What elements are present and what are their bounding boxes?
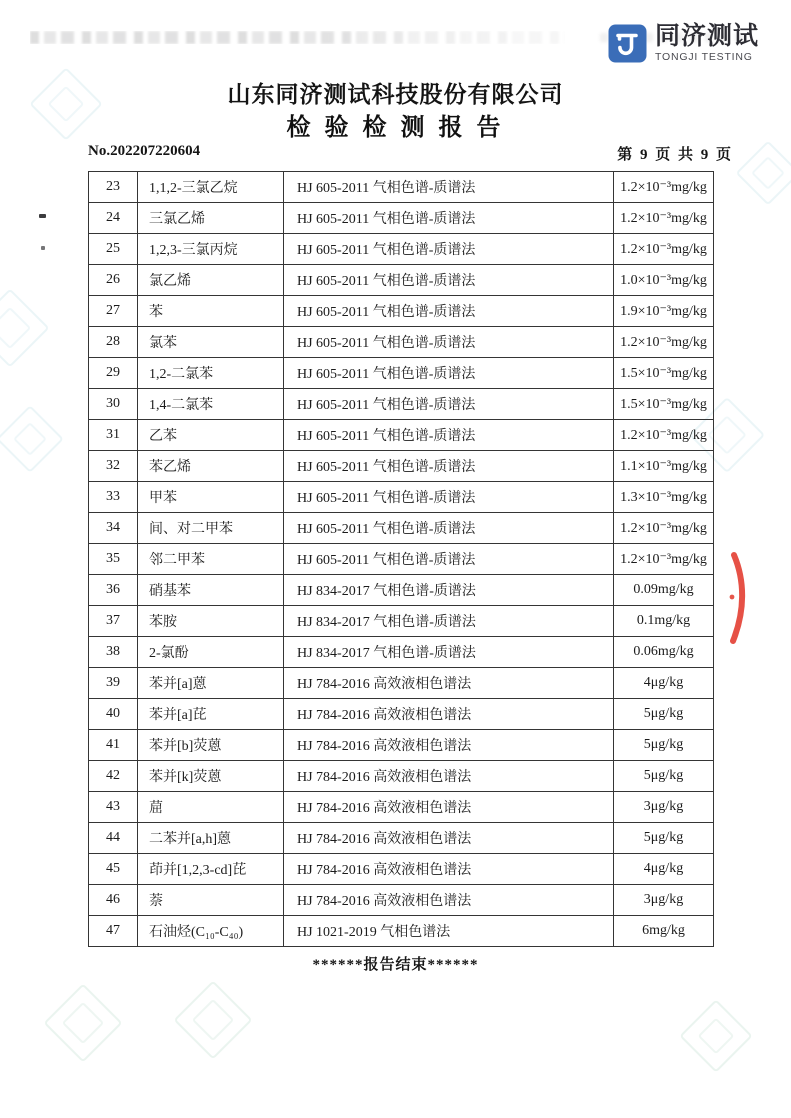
row-number: 23 <box>89 172 138 203</box>
method-standard: HJ 784-2016 高效液相色谱法 <box>284 761 614 792</box>
detection-limit: 1.9×10⁻³mg/kg <box>614 296 714 327</box>
row-number: 41 <box>89 730 138 761</box>
row-number: 37 <box>89 606 138 637</box>
detection-limit: 0.06mg/kg <box>614 637 714 668</box>
table-row <box>89 637 714 668</box>
item-name: 硝基苯 <box>138 575 284 606</box>
item-name: 苯乙烯 <box>138 451 284 482</box>
table-row <box>89 234 714 265</box>
table-row <box>89 823 714 854</box>
report-info-row <box>88 143 733 164</box>
row-number: 31 <box>89 420 138 451</box>
method-standard: HJ 834-2017 气相色谱-质谱法 <box>284 637 614 668</box>
logo-name-cn: 同济测试 <box>654 22 759 50</box>
row-number: 40 <box>89 699 138 730</box>
item-name: 1,1,2-三氯乙烷 <box>138 172 284 203</box>
detection-limit: 4μg/kg <box>614 854 714 885</box>
row-number: 39 <box>89 668 138 699</box>
company-name: 山东同济测试科技股份有限公司 <box>227 82 564 107</box>
item-name: 苯并[a]芘 <box>138 699 284 730</box>
test-results-table <box>88 171 714 947</box>
method-standard: HJ 605-2011 气相色谱-质谱法 <box>284 203 614 234</box>
item-name: 三氯乙烯 <box>138 203 284 234</box>
method-standard: HJ 605-2011 气相色谱-质谱法 <box>284 265 614 296</box>
table-row <box>89 606 714 637</box>
method-standard: HJ 784-2016 高效液相色谱法 <box>284 854 614 885</box>
detection-limit: 1.5×10⁻³mg/kg <box>614 358 714 389</box>
table-row <box>89 575 714 606</box>
watermark-diamond <box>679 999 753 1073</box>
detection-limit: 1.2×10⁻³mg/kg <box>614 172 714 203</box>
row-number: 34 <box>89 513 138 544</box>
method-standard: HJ 1021-2019 气相色谱法 <box>284 916 614 947</box>
watermark-diamond <box>0 405 64 473</box>
row-number: 42 <box>89 761 138 792</box>
item-name: 1,4-二氯苯 <box>138 389 284 420</box>
row-number: 44 <box>89 823 138 854</box>
row-number: 30 <box>89 389 138 420</box>
red-stamp-edge <box>726 551 756 645</box>
row-number: 36 <box>89 575 138 606</box>
method-standard: HJ 605-2011 气相色谱-质谱法 <box>284 420 614 451</box>
row-number: 32 <box>89 451 138 482</box>
method-standard: HJ 784-2016 高效液相色谱法 <box>284 823 614 854</box>
detection-limit: 5μg/kg <box>614 730 714 761</box>
table-row <box>89 513 714 544</box>
logo-name-en: TONGJI TESTING <box>654 51 753 63</box>
method-standard: HJ 605-2011 气相色谱-质谱法 <box>284 389 614 420</box>
report-number: No.202207220604 <box>88 143 201 159</box>
bleedthrough-text <box>30 31 565 44</box>
watermark-diamond <box>43 983 122 1062</box>
row-number: 26 <box>89 265 138 296</box>
method-standard: HJ 605-2011 气相色谱-质谱法 <box>284 327 614 358</box>
detection-limit: 1.2×10⁻³mg/kg <box>614 203 714 234</box>
method-standard: HJ 605-2011 气相色谱-质谱法 <box>284 296 614 327</box>
table-row <box>89 296 714 327</box>
detection-limit: 5μg/kg <box>614 761 714 792</box>
table-row <box>89 265 714 296</box>
detection-limit: 1.2×10⁻³mg/kg <box>614 327 714 358</box>
detection-limit: 1.3×10⁻³mg/kg <box>614 482 714 513</box>
table-row <box>89 854 714 885</box>
item-name: 乙苯 <box>138 420 284 451</box>
item-name: 氯苯 <box>138 327 284 358</box>
report-title: 检 验 检 测 报 告 <box>286 115 505 141</box>
table-row <box>89 327 714 358</box>
detection-limit: 1.1×10⁻³mg/kg <box>614 451 714 482</box>
detection-limit: 1.5×10⁻³mg/kg <box>614 389 714 420</box>
report-end-text: ******报告结束****** <box>312 957 479 973</box>
item-name: 1,2-二氯苯 <box>138 358 284 389</box>
watermark-diamond <box>735 140 791 205</box>
item-name: 邻二甲苯 <box>138 544 284 575</box>
item-name: 萘 <box>138 885 284 916</box>
table-row <box>89 482 714 513</box>
detection-limit: 5μg/kg <box>614 699 714 730</box>
row-number: 27 <box>89 296 138 327</box>
item-name: 石油烃(C₁₀-C₄₀) <box>138 916 284 947</box>
row-number: 43 <box>89 792 138 823</box>
row-number: 24 <box>89 203 138 234</box>
table-row <box>89 544 714 575</box>
detection-limit: 0.09mg/kg <box>614 575 714 606</box>
row-number: 33 <box>89 482 138 513</box>
method-standard: HJ 784-2016 高效液相色谱法 <box>284 668 614 699</box>
table-row <box>89 420 714 451</box>
tongji-logo <box>608 24 759 63</box>
item-name: 苯并[a]蒽 <box>138 668 284 699</box>
table-row <box>89 389 714 420</box>
scan-speck <box>39 214 46 218</box>
detection-limit: 1.2×10⁻³mg/kg <box>614 513 714 544</box>
detection-limit: 1.2×10⁻³mg/kg <box>614 234 714 265</box>
detection-limit: 6mg/kg <box>614 916 714 947</box>
item-name: 甲苯 <box>138 482 284 513</box>
item-name: 䓛 <box>138 792 284 823</box>
detection-limit: 0.1mg/kg <box>614 606 714 637</box>
watermark-diamond <box>0 288 50 367</box>
item-name: 2-氯酚 <box>138 637 284 668</box>
table-row <box>89 761 714 792</box>
method-standard: HJ 605-2011 气相色谱-质谱法 <box>284 172 614 203</box>
method-standard: HJ 605-2011 气相色谱-质谱法 <box>284 358 614 389</box>
item-name: 苯 <box>138 296 284 327</box>
row-number: 35 <box>89 544 138 575</box>
item-name: 氯乙烯 <box>138 265 284 296</box>
item-name: 苯并[b]荧蒽 <box>138 730 284 761</box>
detection-limit: 5μg/kg <box>614 823 714 854</box>
method-standard: HJ 834-2017 气相色谱-质谱法 <box>284 575 614 606</box>
item-name: 苯并[k]荧蒽 <box>138 761 284 792</box>
method-standard: HJ 605-2011 气相色谱-质谱法 <box>284 234 614 265</box>
row-number: 45 <box>89 854 138 885</box>
method-standard: HJ 605-2011 气相色谱-质谱法 <box>284 544 614 575</box>
method-standard: HJ 784-2016 高效液相色谱法 <box>284 730 614 761</box>
detection-limit: 1.2×10⁻³mg/kg <box>614 420 714 451</box>
table-row <box>89 730 714 761</box>
watermark-diamond <box>173 980 252 1059</box>
detection-limit: 3μg/kg <box>614 885 714 916</box>
table-row <box>89 358 714 389</box>
table-row <box>89 668 714 699</box>
detection-limit: 3μg/kg <box>614 792 714 823</box>
method-standard: HJ 784-2016 高效液相色谱法 <box>284 792 614 823</box>
scan-speck <box>41 246 45 250</box>
method-standard: HJ 784-2016 高效液相色谱法 <box>284 699 614 730</box>
row-number: 28 <box>89 327 138 358</box>
table-row <box>89 916 714 947</box>
table-row <box>89 699 714 730</box>
row-number: 25 <box>89 234 138 265</box>
method-standard: HJ 605-2011 气相色谱-质谱法 <box>284 451 614 482</box>
table-row <box>89 792 714 823</box>
table-row <box>89 172 714 203</box>
page-indicator: 第 9 页 共 9 页 <box>617 147 733 163</box>
item-name: 茚并[1,2,3-cd]芘 <box>138 854 284 885</box>
row-number: 38 <box>89 637 138 668</box>
method-standard: HJ 605-2011 气相色谱-质谱法 <box>284 513 614 544</box>
item-name: 二苯并[a,h]蒽 <box>138 823 284 854</box>
method-standard: HJ 605-2011 气相色谱-质谱法 <box>284 482 614 513</box>
row-number: 47 <box>89 916 138 947</box>
detection-limit: 1.2×10⁻³mg/kg <box>614 544 714 575</box>
method-standard: HJ 834-2017 气相色谱-质谱法 <box>284 606 614 637</box>
detection-limit: 1.0×10⁻³mg/kg <box>614 265 714 296</box>
item-name: 间、对二甲苯 <box>138 513 284 544</box>
item-name: 苯胺 <box>138 606 284 637</box>
tongji-logo-icon <box>608 24 647 63</box>
method-standard: HJ 784-2016 高效液相色谱法 <box>284 885 614 916</box>
row-number: 29 <box>89 358 138 389</box>
row-number: 46 <box>89 885 138 916</box>
table-row <box>89 451 714 482</box>
item-name: 1,2,3-三氯丙烷 <box>138 234 284 265</box>
table-row <box>89 203 714 234</box>
detection-limit: 4μg/kg <box>614 668 714 699</box>
table-row <box>89 885 714 916</box>
